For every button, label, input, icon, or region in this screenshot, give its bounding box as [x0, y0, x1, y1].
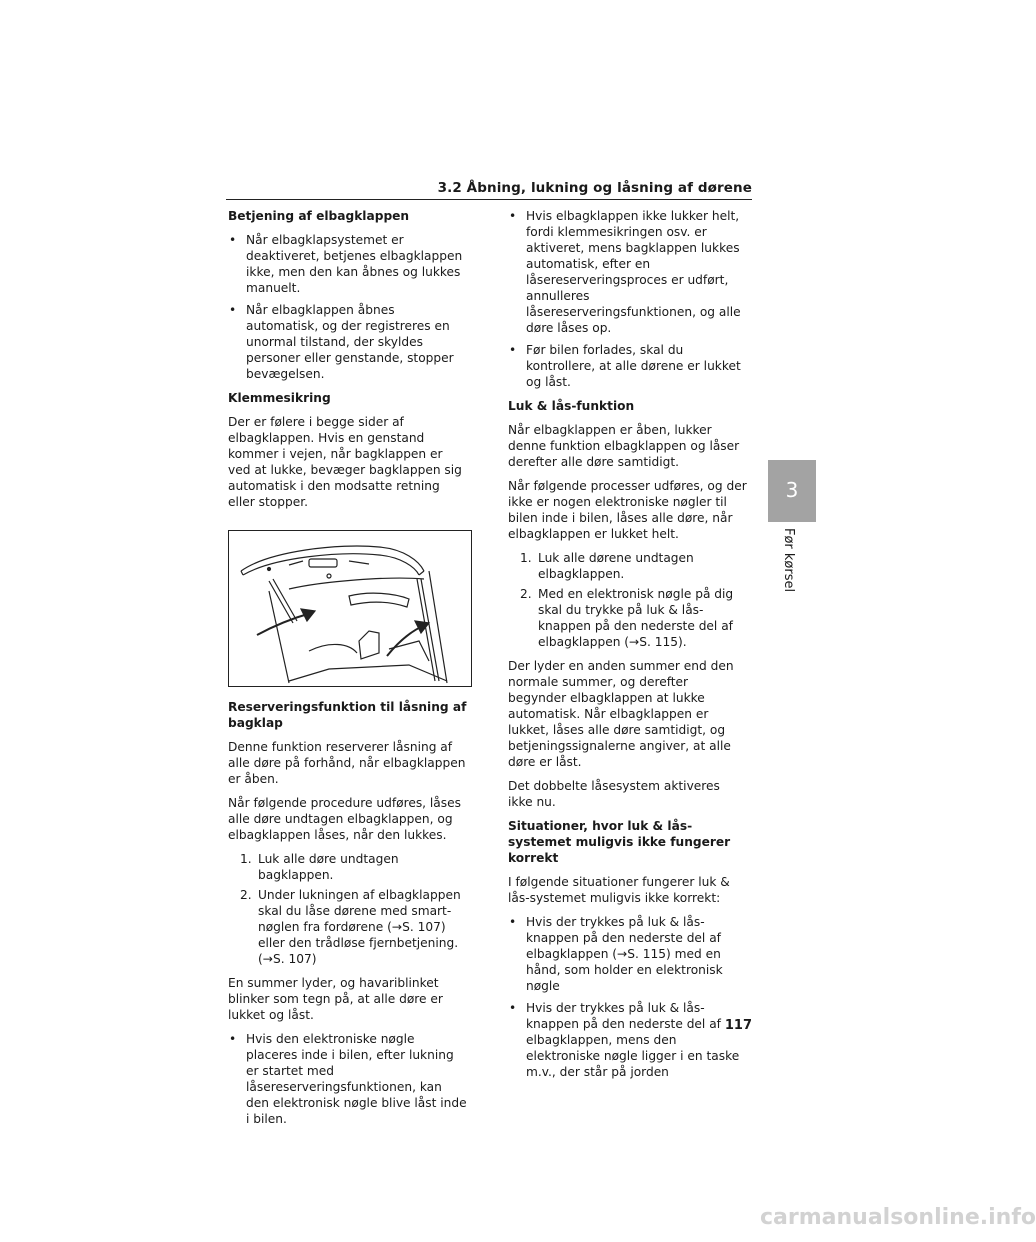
list-item: • Hvis der trykkes på luk & lås-knappen på den nederste del af elbagklappen, mens den elektroniske nøgle ligger i en taske m.v., der står på jorden — [508, 1000, 748, 1080]
list-item: 2. Under lukningen af elbagklappen skal du låse dørene med smart-nøglen fra fordørene (→S. 107) eller den trådløse fjernbetjening. (→S. 107) — [240, 888, 461, 966]
chapter-label-container — [770, 528, 814, 618]
heading-close-lock: Luk & lås-funktion — [508, 399, 635, 413]
paragraph: En summer lyder, og havariblinket blinker som tegn på, at alle døre er lukket og låst. — [228, 976, 443, 1022]
list-item: 1. Luk alle døre undtagen bagklappen. — [240, 852, 399, 882]
header-rule — [226, 199, 752, 200]
paragraph: Der er følere i begge sider af elbagklappen. Hvis en genstand kommer i vejen, når bagklappen er ved at lukke, bevæger bagklappen sig automatisk i den modsatte retning eller stopper. — [228, 415, 462, 509]
page-number: 117 — [724, 1018, 752, 1033]
paragraph: Når elbagklappen er åben, lukker denne funktion elbagklappen og låser derefter alle døre samtidigt. — [508, 423, 740, 469]
section-header: 3.2 Åbning, lukning og låsning af dørene — [437, 180, 752, 196]
list-item: • Når elbagklapsystemet er deaktiveret, betjenes elbagklappen ikke, men den kan åbnes og lukkes manuelt. — [228, 232, 468, 296]
numbered-list — [228, 851, 468, 967]
chapter-label: Før kørsel — [781, 528, 796, 593]
list-item: • Når elbagklappen åbnes automatisk, og der registreres en unormal tilstand, der skyldes personer eller genstande, stopper bevægelsen. — [228, 302, 468, 382]
bullet-list — [508, 208, 748, 390]
bullet-list — [228, 232, 468, 382]
list-item: • Før bilen forlades, skal du kontrollere, at alle dørene er lukket og låst. — [508, 342, 748, 390]
list-item: 1. Luk alle dørene undtagen elbagklappen. — [520, 551, 694, 581]
paragraph: Denne funktion reserverer låsning af alle døre på forhånd, når elbagklappen er åben. — [228, 740, 466, 786]
chapter-tab — [768, 460, 816, 522]
paragraph: Det dobbelte låsesystem aktiveres ikke nu. — [508, 779, 720, 809]
chapter-number: 3 — [785, 478, 799, 502]
heading-power-tailgate: Betjening af elbagklappen — [228, 209, 410, 223]
paragraph: Når følgende procedure udføres, låses alle døre undtagen elbagklappen, og elbagklappen låses, når den lukkes. — [228, 796, 461, 842]
numbered-list — [508, 550, 748, 650]
list-item: • Hvis elbagklappen ikke lukker helt, fordi klemmesikringen osv. er aktiveret, mens bagklappen lukkes automatisk, efter en låsereserveringsproces er udført, annulleres låsereserveringsfunktionen, og alle døre låses op. — [508, 208, 748, 336]
heading-pinch-protection: Klemmesikring — [228, 391, 331, 405]
list-item: • Hvis der trykkes på luk & lås-knappen på den nederste del af elbagklappen (→S. 115) med en hånd, som holder en elektronisk nøgle — [508, 914, 748, 994]
tailgate-illustration — [228, 530, 472, 687]
watermark: carmanualsonline.info — [760, 1205, 1036, 1230]
paragraph: Der lyder en anden summer end den normale summer, og derefter begynder elbagklappen at lukke automatisk. Når elbagklappen er lukket, låses alle døre samtidigt, og betjeningssignalerne angiver, at alle døre er låst. — [508, 659, 734, 769]
list-item: • Hvis den elektroniske nøgle placeres inde i bilen, efter lukning er startet med låsereserveringsfunktionen, kan den elektronisk nøgle blive låst inde i bilen. — [228, 1031, 468, 1127]
bullet-list — [228, 1031, 468, 1127]
heading-lock-reservation: Reserveringsfunktion til låsning af bagklap — [228, 700, 467, 730]
bullet-list — [508, 914, 748, 1080]
heading-situations: Situationer, hvor luk & lås-systemet muligvis ikke fungerer korrekt — [508, 819, 731, 865]
paragraph: Når følgende processer udføres, og der ikke er nogen elektroniske nøgler til bilen inde i bilen, låses alle døre, når elbagklappen er lukket helt. — [508, 479, 747, 541]
list-item: 2. Med en elektronisk nøgle på dig skal du trykke på luk & lås-knappen på den nederste del af elbagklappen (→S. 115). — [520, 587, 734, 649]
left-column — [228, 208, 468, 1135]
right-column — [508, 208, 748, 1088]
paragraph: I følgende situationer fungerer luk & lås-systemet muligvis ikke korrekt: — [508, 875, 730, 905]
